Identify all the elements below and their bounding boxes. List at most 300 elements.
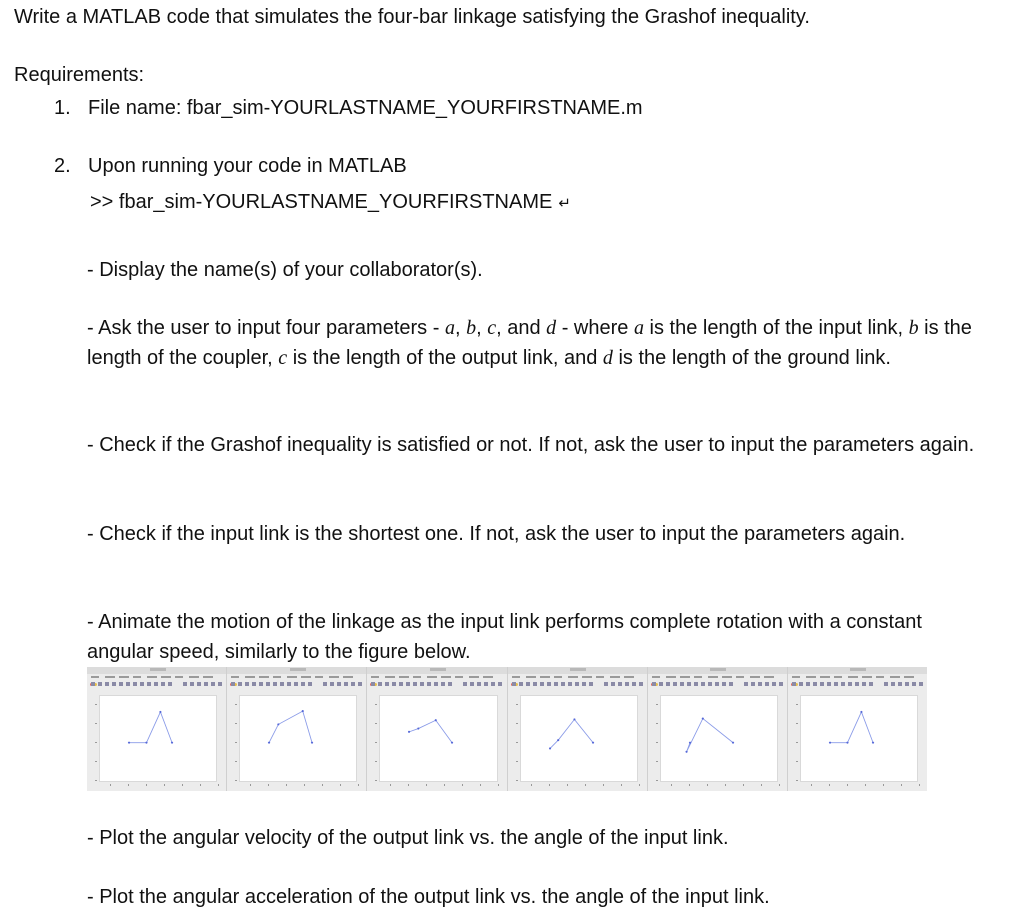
ask-text-7: is the length of the ground link.	[612, 347, 891, 369]
toolbar-button-icon	[308, 682, 312, 686]
linkage-joint	[685, 751, 687, 753]
linkage-joint	[732, 742, 734, 744]
menu-item-placeholder	[750, 676, 760, 678]
y-tick	[235, 780, 237, 781]
menu-item-placeholder	[904, 676, 914, 678]
linkage-joint	[548, 747, 550, 749]
y-tick	[235, 704, 237, 705]
window-controls-icon	[230, 669, 244, 672]
toolbar-button-icon	[119, 682, 123, 686]
bullet-shortest-check: - Check if the input link is the shortest one. If not, ask the user to input the parameters again.	[87, 523, 906, 545]
toolbar-button-icon	[378, 682, 382, 686]
menu-item-placeholder	[806, 676, 816, 678]
menu-item-placeholder	[876, 676, 884, 678]
linkage-joint	[451, 742, 453, 744]
y-tick	[95, 780, 97, 781]
y-tick	[656, 723, 658, 724]
linkage-joint	[557, 739, 559, 741]
bullet-animate: - Animate the motion of the linkage as the input link performs complete rotation with a constant angular speed, similarly to the figure below.	[87, 611, 922, 663]
toolbar-button-icon	[147, 682, 151, 686]
toolbar-button-icon	[582, 682, 586, 686]
toolbar-button-icon	[183, 682, 187, 686]
y-tick	[95, 723, 97, 724]
linkage-joint	[689, 742, 691, 744]
x-tick	[164, 784, 165, 786]
toolbar-button-icon	[470, 682, 474, 686]
linkage-plot	[661, 696, 777, 781]
x-tick	[901, 784, 902, 786]
ask-sep-1: ,	[454, 317, 467, 339]
x-tick	[725, 784, 726, 786]
toolbar-button-icon	[526, 682, 530, 686]
y-tick	[796, 780, 798, 781]
x-tick	[585, 784, 586, 786]
toolbar-button-icon	[204, 682, 208, 686]
menu-item-placeholder	[582, 676, 592, 678]
x-tick	[480, 784, 481, 786]
var-b-where: b	[908, 317, 919, 339]
linkage-bars	[269, 711, 312, 743]
menu-item-placeholder	[694, 676, 702, 678]
ask-text-4: is the length of the input link,	[643, 317, 909, 339]
y-tick	[375, 780, 377, 781]
x-tick	[358, 784, 359, 786]
toolbar-button-icon	[772, 682, 776, 686]
toolbar-button-icon	[358, 682, 362, 686]
toolbar-button-icon	[259, 682, 263, 686]
y-tick	[375, 723, 377, 724]
y-tick	[516, 704, 518, 705]
menu-item-placeholder	[455, 676, 463, 678]
var-c-where: c	[278, 347, 288, 369]
menu-item-placeholder	[441, 676, 451, 678]
toolbar-button-icon	[190, 682, 194, 686]
x-tick	[829, 784, 830, 786]
toolbar-button-icon	[294, 682, 298, 686]
ask-text-3: - where	[556, 317, 634, 339]
toolbar	[508, 680, 647, 689]
x-tick	[340, 784, 341, 786]
y-tick	[516, 723, 518, 724]
ask-text-5: is the length of the coupler,	[87, 317, 972, 369]
toolbar	[788, 680, 927, 689]
menu-item-placeholder	[413, 676, 421, 678]
figure-window-4	[508, 667, 648, 791]
x-tick	[498, 784, 499, 786]
toolbar-button-icon	[848, 682, 852, 686]
x-tick	[218, 784, 219, 786]
y-tick	[796, 761, 798, 762]
menu-item-placeholder	[91, 676, 99, 678]
toolbar-button-icon	[540, 682, 544, 686]
toolbar-button-icon	[420, 682, 424, 686]
toolbar-button-icon	[533, 682, 537, 686]
menu-item-placeholder	[764, 676, 774, 678]
toolbar-button-icon	[197, 682, 201, 686]
toolbar-button-icon	[245, 682, 249, 686]
x-tick	[250, 784, 251, 786]
x-tick	[182, 784, 183, 786]
linkage-plot	[380, 696, 496, 781]
linkage-joint	[311, 742, 313, 744]
bullet-angular-acceleration: - Plot the angular acceleration of the output link vs. the angle of the input link.	[87, 886, 770, 908]
toolbar-button-icon	[287, 682, 291, 686]
toolbar-button-icon	[568, 682, 572, 686]
toolbar-button-icon	[477, 682, 481, 686]
linkage-joint	[829, 742, 831, 744]
menu-item-placeholder	[483, 676, 493, 678]
menu-item-placeholder	[624, 676, 634, 678]
linkage-bars	[686, 719, 732, 752]
x-tick	[408, 784, 409, 786]
toolbar-button-icon	[765, 682, 769, 686]
x-tick	[444, 784, 445, 786]
toolbar-button-icon	[427, 682, 431, 686]
linkage-joint	[418, 727, 420, 729]
toolbar-button-icon	[729, 682, 733, 686]
linkage-animation-figure	[87, 667, 927, 791]
window-title-bar	[788, 667, 927, 674]
ask-sep-2: ,	[476, 317, 488, 339]
toolbar-button-icon	[919, 682, 923, 686]
window-controls-icon	[651, 669, 665, 672]
toolbar	[227, 680, 366, 689]
plot-axes	[99, 695, 217, 782]
toolbar-button-icon	[792, 682, 796, 686]
toolbar-button-icon	[625, 682, 629, 686]
toolbar-button-icon	[905, 682, 909, 686]
plot-axes	[239, 695, 357, 782]
toolbar-button-icon	[273, 682, 277, 686]
y-tick	[375, 761, 377, 762]
x-tick	[743, 784, 744, 786]
toolbar-button-icon	[519, 682, 523, 686]
toolbar-button-icon	[744, 682, 748, 686]
window-title-bar	[227, 667, 366, 674]
menu-item-placeholder	[680, 676, 690, 678]
toolbar-button-icon	[105, 682, 109, 686]
toolbar-button-icon	[666, 682, 670, 686]
toolbar-button-icon	[211, 682, 215, 686]
x-tick	[426, 784, 427, 786]
toolbar-button-icon	[547, 682, 551, 686]
window-title-bar	[648, 667, 787, 674]
toolbar-button-icon	[385, 682, 389, 686]
toolbar-button-icon	[884, 682, 888, 686]
toolbar-button-icon	[862, 682, 866, 686]
toolbar-button-icon	[491, 682, 495, 686]
window-title-placeholder	[710, 668, 726, 671]
toolbar-button-icon	[266, 682, 270, 686]
toolbar-button-icon	[463, 682, 467, 686]
x-tick	[531, 784, 532, 786]
menu-item-placeholder	[133, 676, 141, 678]
menu-item-placeholder	[862, 676, 872, 678]
toolbar-button-icon	[604, 682, 608, 686]
menu-item-placeholder	[343, 676, 353, 678]
menu-item-placeholder	[610, 676, 620, 678]
y-tick	[796, 704, 798, 705]
toolbar-button-icon	[806, 682, 810, 686]
plot-axes	[379, 695, 497, 782]
toolbar-button-icon	[448, 682, 452, 686]
y-tick	[656, 761, 658, 762]
linkage-joint	[435, 719, 437, 721]
linkage-bars	[409, 720, 452, 742]
window-controls-icon	[791, 669, 805, 672]
linkage-plot	[240, 696, 356, 781]
menu-item-placeholder	[189, 676, 199, 678]
x-tick	[146, 784, 147, 786]
linkage-plot	[100, 696, 216, 781]
x-tick	[621, 784, 622, 786]
toolbar-button-icon	[323, 682, 327, 686]
command-line	[90, 191, 571, 214]
toolbar-button-icon	[715, 682, 719, 686]
linkage-joint	[145, 742, 147, 744]
toolbar-button-icon	[344, 682, 348, 686]
toolbar-button-icon	[392, 682, 396, 686]
var-a: a	[444, 317, 455, 339]
y-tick	[796, 723, 798, 724]
bullet-angular-velocity: - Plot the angular velocity of the output link vs. the angle of the input link.	[87, 827, 729, 849]
file-name-requirement: File name: fbar_sim-YOURLASTNAME_YOURFIRSTNAME.m	[88, 97, 643, 119]
x-tick	[286, 784, 287, 786]
window-title-placeholder	[850, 668, 866, 671]
window-title-bar	[87, 667, 226, 674]
y-tick	[375, 742, 377, 743]
toolbar	[648, 680, 787, 689]
toolbar-button-icon	[611, 682, 615, 686]
toolbar-button-icon	[441, 682, 445, 686]
menu-item-placeholder	[554, 676, 562, 678]
toolbar-button-icon	[694, 682, 698, 686]
x-tick	[671, 784, 672, 786]
menu-item-placeholder	[231, 676, 239, 678]
figure-window-3	[367, 667, 507, 791]
linkage-bars	[830, 712, 873, 743]
x-tick	[761, 784, 762, 786]
toolbar-button-icon	[351, 682, 355, 686]
x-tick	[200, 784, 201, 786]
x-tick	[865, 784, 866, 786]
toolbar-button-icon	[140, 682, 144, 686]
toolbar-button-icon	[126, 682, 130, 686]
toolbar-button-icon	[891, 682, 895, 686]
toolbar-button-icon	[112, 682, 116, 686]
menu-item-placeholder	[287, 676, 297, 678]
window-controls-icon	[90, 669, 104, 672]
bullet-grashof-check: - Check if the Grashof inequality is satisfied or not. If not, ask the user to input the parameters again.	[87, 434, 975, 456]
x-tick	[268, 784, 269, 786]
toolbar-button-icon	[154, 682, 158, 686]
toolbar-button-icon	[330, 682, 334, 686]
y-tick	[95, 742, 97, 743]
menu-item-placeholder	[848, 676, 858, 678]
toolbar-button-icon	[652, 682, 656, 686]
ask-text-1: - Ask the user to input four parameters -	[87, 317, 445, 339]
toolbar-button-icon	[168, 682, 172, 686]
figure-window-6	[788, 667, 927, 791]
toolbar-button-icon	[632, 682, 636, 686]
menu-item-placeholder	[371, 676, 379, 678]
linkage-joint	[171, 742, 173, 744]
linkage-plot	[521, 696, 637, 781]
linkage-joint	[872, 742, 874, 744]
menu-item-placeholder	[736, 676, 744, 678]
toolbar	[87, 680, 226, 689]
x-tick	[811, 784, 812, 786]
menu-item-placeholder	[666, 676, 676, 678]
x-tick	[707, 784, 708, 786]
toolbar-button-icon	[399, 682, 403, 686]
toolbar-button-icon	[371, 682, 375, 686]
menu-item-placeholder	[834, 676, 842, 678]
menu-item-placeholder	[792, 676, 800, 678]
var-b: b	[466, 317, 477, 339]
toolbar-button-icon	[639, 682, 643, 686]
y-tick	[656, 704, 658, 705]
menu-item-placeholder	[301, 676, 311, 678]
menu-item-placeholder	[512, 676, 520, 678]
menu-item-placeholder	[175, 676, 183, 678]
y-tick	[95, 761, 97, 762]
list-number-1: 1.	[54, 97, 71, 119]
y-tick	[516, 742, 518, 743]
toolbar-button-icon	[589, 682, 593, 686]
toolbar-button-icon	[252, 682, 256, 686]
menu-item-placeholder	[820, 676, 830, 678]
toolbar-button-icon	[869, 682, 873, 686]
toolbar-button-icon	[758, 682, 762, 686]
toolbar-button-icon	[820, 682, 824, 686]
linkage-joint	[860, 711, 862, 713]
requirements-heading: Requirements:	[14, 64, 145, 86]
x-tick	[883, 784, 884, 786]
toolbar-button-icon	[722, 682, 726, 686]
y-tick	[235, 742, 237, 743]
toolbar-button-icon	[912, 682, 916, 686]
linkage-joint	[701, 718, 703, 720]
x-tick	[567, 784, 568, 786]
window-controls-icon	[511, 669, 525, 672]
menu-item-placeholder	[652, 676, 660, 678]
window-title-placeholder	[430, 668, 446, 671]
toolbar-button-icon	[799, 682, 803, 686]
menu-item-placeholder	[427, 676, 437, 678]
toolbar-button-icon	[498, 682, 502, 686]
toolbar-button-icon	[91, 682, 95, 686]
window-title-placeholder	[150, 668, 166, 671]
y-tick	[656, 742, 658, 743]
x-tick	[390, 784, 391, 786]
toolbar-button-icon	[701, 682, 705, 686]
plot-axes	[520, 695, 638, 782]
x-tick	[603, 784, 604, 786]
bullet-collaborators: - Display the name(s) of your collaborator(s).	[87, 259, 483, 281]
y-tick	[235, 723, 237, 724]
run-requirement: Upon running your code in MATLAB	[88, 155, 407, 177]
y-tick	[375, 704, 377, 705]
menu-item-placeholder	[161, 676, 171, 678]
var-a-where: a	[633, 317, 644, 339]
linkage-joint	[408, 731, 410, 733]
var-d: d	[546, 317, 557, 339]
menu-item-placeholder	[203, 676, 213, 678]
toolbar-button-icon	[434, 682, 438, 686]
command-text: >> fbar_sim-YOURLASTNAME_YOURFIRSTNAME	[90, 191, 553, 213]
x-tick	[462, 784, 463, 786]
toolbar-button-icon	[161, 682, 165, 686]
x-tick	[128, 784, 129, 786]
figure-window-1	[87, 667, 227, 791]
y-tick	[235, 761, 237, 762]
ask-text-6: is the length of the output link, and	[287, 347, 603, 369]
toolbar-button-icon	[98, 682, 102, 686]
var-d-where: d	[602, 347, 613, 369]
toolbar-button-icon	[231, 682, 235, 686]
toolbar-button-icon	[834, 682, 838, 686]
y-tick	[656, 780, 658, 781]
linkage-joint	[591, 742, 593, 744]
linkage-joint	[302, 710, 304, 712]
window-title-placeholder	[570, 668, 586, 671]
x-tick	[639, 784, 640, 786]
linkage-joint	[573, 718, 575, 720]
list-number-2: 2.	[54, 155, 71, 177]
menu-item-placeholder	[105, 676, 115, 678]
window-title-placeholder	[290, 668, 306, 671]
toolbar	[367, 680, 506, 689]
toolbar-button-icon	[898, 682, 902, 686]
x-tick	[549, 784, 550, 786]
window-title-bar	[367, 667, 506, 674]
menu-item-placeholder	[259, 676, 269, 678]
y-tick	[95, 704, 97, 705]
toolbar-button-icon	[413, 682, 417, 686]
toolbar-button-icon	[855, 682, 859, 686]
linkage-bars	[129, 712, 172, 743]
toolbar-button-icon	[673, 682, 677, 686]
menu-item-placeholder	[540, 676, 550, 678]
toolbar-button-icon	[561, 682, 565, 686]
plot-axes	[660, 695, 778, 782]
toolbar-button-icon	[301, 682, 305, 686]
x-tick	[322, 784, 323, 786]
x-tick	[779, 784, 780, 786]
linkage-joint	[128, 742, 130, 744]
toolbar-button-icon	[218, 682, 222, 686]
toolbar-button-icon	[337, 682, 341, 686]
ask-text-2: , and	[496, 317, 547, 339]
menu-item-placeholder	[147, 676, 157, 678]
linkage-joint	[277, 723, 279, 725]
enter-key-icon: ↵	[558, 195, 571, 212]
problem-prompt: Write a MATLAB code that simulates the four-bar linkage satisfying the Grashof inequality.	[14, 6, 810, 28]
var-c: c	[487, 317, 497, 339]
menu-item-placeholder	[315, 676, 323, 678]
toolbar-button-icon	[841, 682, 845, 686]
menu-item-placeholder	[245, 676, 255, 678]
toolbar-button-icon	[280, 682, 284, 686]
menu-item-placeholder	[890, 676, 900, 678]
toolbar-button-icon	[238, 682, 242, 686]
figure-window-2	[227, 667, 367, 791]
toolbar-button-icon	[512, 682, 516, 686]
window-title-bar	[508, 667, 647, 674]
toolbar-button-icon	[708, 682, 712, 686]
x-tick	[110, 784, 111, 786]
